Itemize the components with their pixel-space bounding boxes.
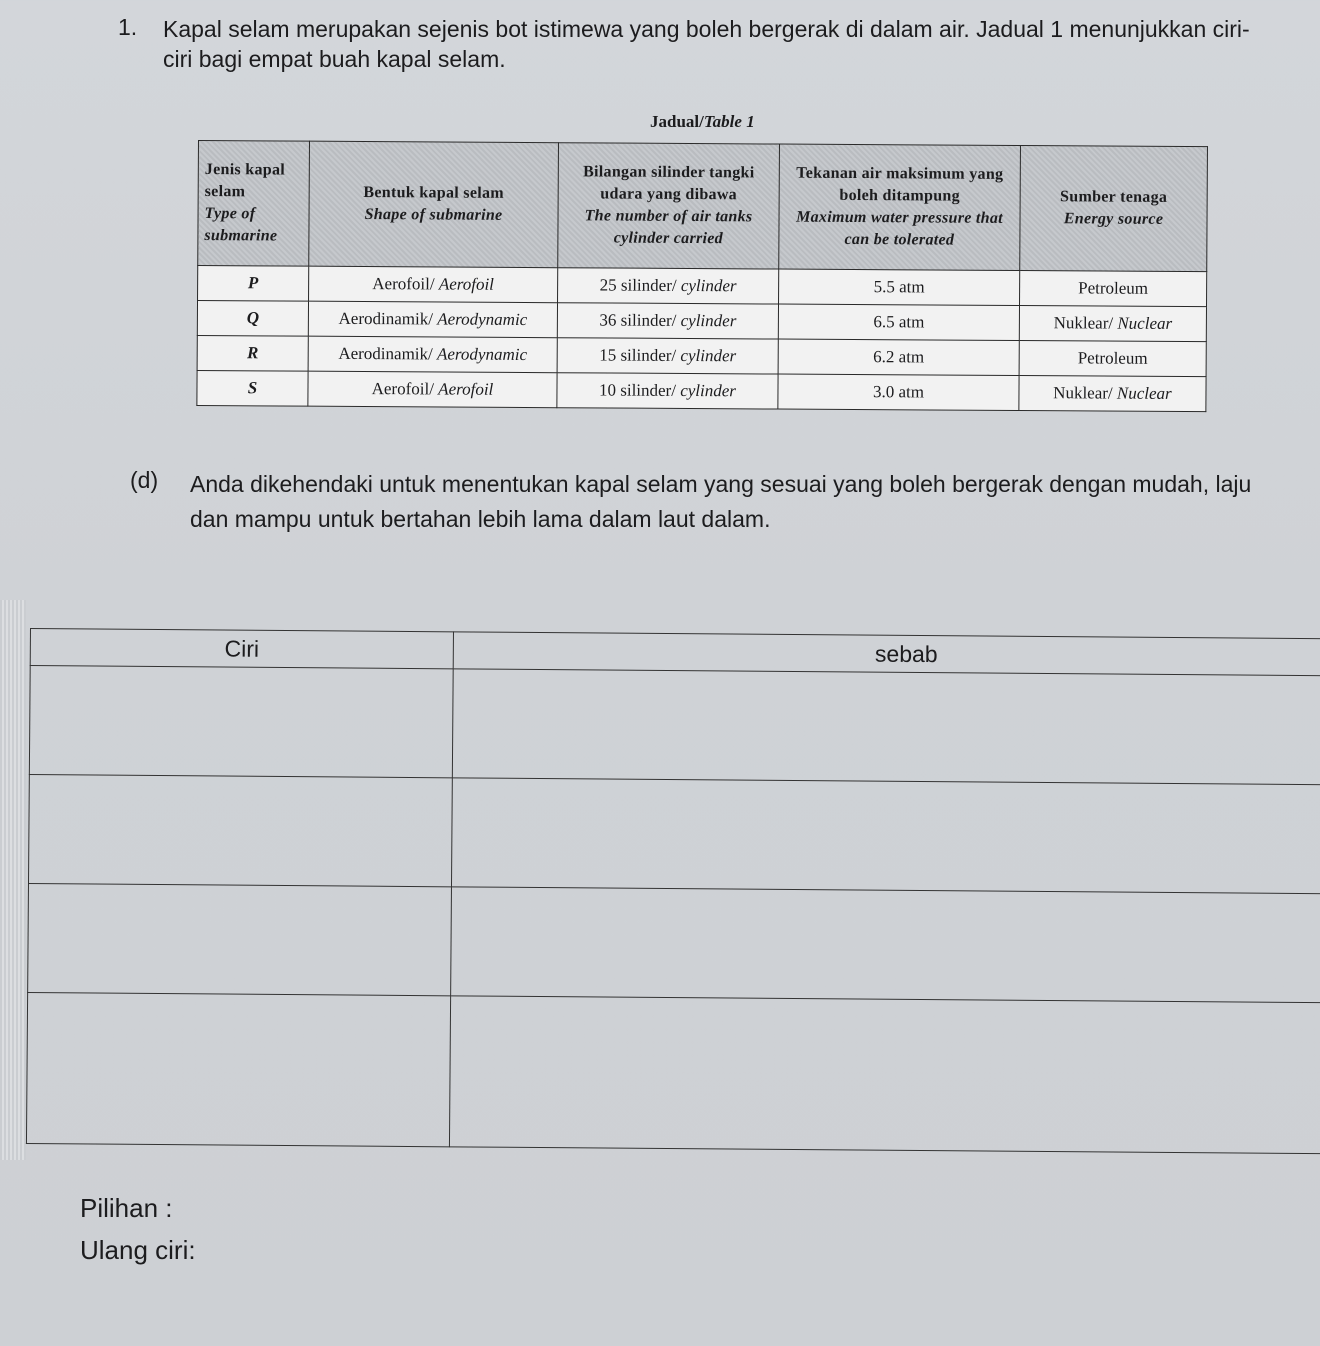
header-pressure: Tekanan air maksimum yang boleh ditampung Maximum water pressure that can be tolerated	[779, 144, 1021, 270]
answer-header-sebab: sebab	[453, 632, 1320, 676]
table-header-row	[198, 141, 1208, 272]
cell-type: S	[197, 370, 308, 406]
submarine-table	[196, 140, 1208, 412]
answer-cell-sebab[interactable]	[451, 887, 1320, 1003]
table-caption-en: Table 1	[703, 112, 755, 131]
cell-type: R	[197, 335, 308, 371]
answer-row	[28, 883, 1320, 1002]
part-d-text: Anda dikehendaki untuk menentukan kapal selam yang sesuai yang boleh bergerak dengan mudah, laju dan mampu untuk bertahan lebih lama dalam laut dalam.	[190, 471, 1252, 532]
cell-energy: Petroleum	[1019, 341, 1206, 377]
cell-pressure: 6.2 atm	[778, 339, 1019, 375]
cell-cylinders: 10 silinder/ cylinder	[557, 373, 778, 409]
header-type: Jenis kapal selam Type of submarine	[198, 141, 310, 267]
answer-row	[29, 666, 1320, 785]
header-energy: Sumber tenaga Energy source	[1020, 146, 1208, 272]
cell-cylinders: 25 silinder/ cylinder	[558, 268, 779, 304]
cell-cylinders: 36 silinder/ cylinder	[557, 303, 778, 339]
cell-pressure: 5.5 atm	[779, 269, 1020, 305]
header-cylinders: Bilangan silinder tangki udara yang dibawa The number of air tanks cylinder carried	[558, 143, 780, 269]
cell-shape: Aerodinamik/ Aerodynamic	[308, 301, 557, 338]
cell-energy: Nuklear/ Nuclear	[1019, 376, 1206, 412]
table-caption-ms: Jadual/	[650, 112, 704, 131]
cell-shape: Aerofoil/ Aerofoil	[308, 371, 557, 408]
answer-cell-ciri[interactable]	[29, 666, 453, 778]
answer-cell-ciri[interactable]	[28, 883, 452, 995]
question-number: 1.	[118, 14, 138, 40]
question-text: Kapal selam merupakan sejenis bot istimewa yang boleh bergerak di dalam air. Jadual 1 menunjukkan ciri-ciri bagi empat buah kapal selam.	[163, 16, 1250, 72]
header-shape: Bentuk kapal selam Shape of submarine	[309, 141, 559, 268]
paper-edge	[0, 600, 26, 1160]
table-row	[197, 370, 1206, 411]
answer-cell-sebab[interactable]	[451, 778, 1320, 894]
cell-cylinders: 15 silinder/ cylinder	[557, 338, 778, 374]
answer-cell-ciri[interactable]	[28, 774, 452, 886]
answer-cell-sebab[interactable]	[449, 996, 1320, 1154]
cell-shape: Aerofoil/ Aerofoil	[309, 266, 558, 303]
part-d-label: (d)	[130, 467, 159, 493]
answer-cell-ciri[interactable]	[26, 992, 450, 1146]
cell-energy: Nuklear/ Nuclear	[1019, 306, 1206, 342]
cell-type: Q	[197, 301, 308, 337]
cell-pressure: 6.5 atm	[778, 304, 1019, 340]
cell-type: P	[198, 266, 309, 302]
table-caption	[650, 112, 755, 132]
cell-shape: Aerodinamik/ Aerodynamic	[308, 336, 557, 373]
answer-cell-sebab[interactable]	[452, 669, 1320, 785]
answer-header-ciri: Ciri	[30, 629, 453, 669]
answer-row	[28, 774, 1320, 893]
answer-table	[26, 628, 1320, 1154]
pilihan-label: Pilihan :	[80, 1193, 173, 1223]
cell-pressure: 3.0 atm	[778, 374, 1019, 410]
cell-energy: Petroleum	[1020, 271, 1207, 307]
ulang-ciri-label: Ulang ciri:	[80, 1235, 196, 1265]
answer-row	[26, 992, 1320, 1153]
